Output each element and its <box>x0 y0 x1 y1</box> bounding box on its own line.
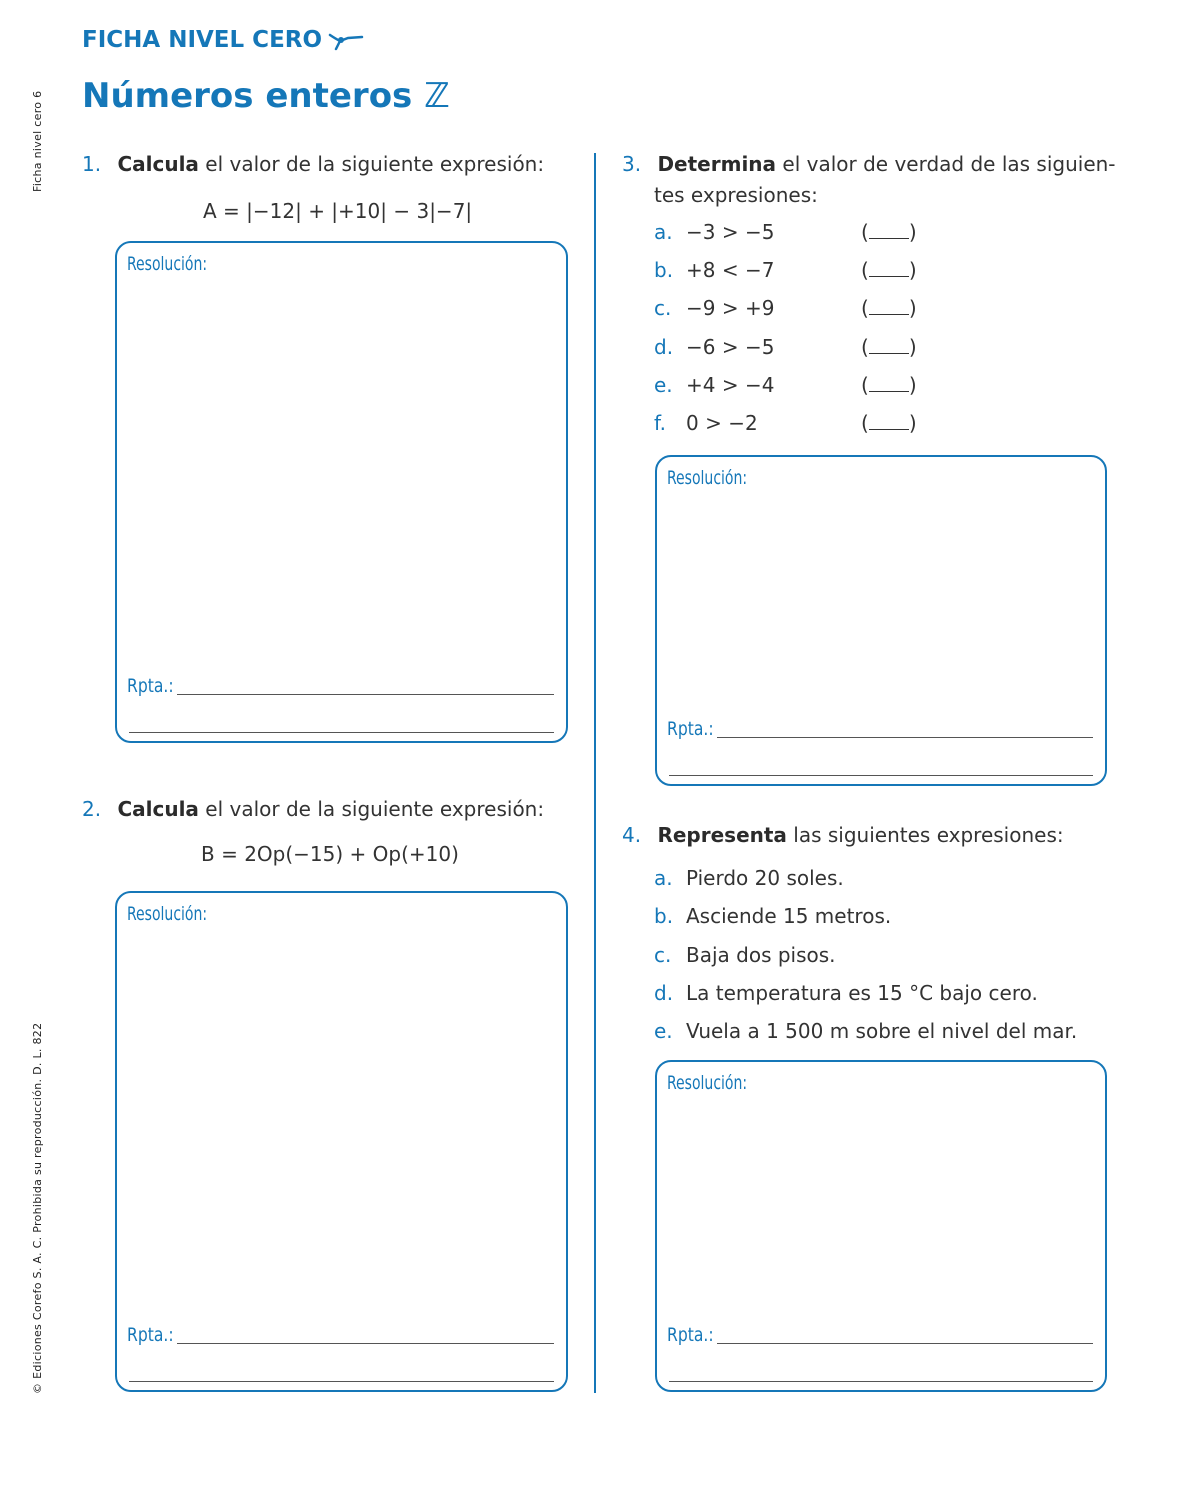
truth-item-a <box>654 217 774 247</box>
truth-item-e <box>654 370 774 400</box>
answer-line[interactable] <box>177 1343 554 1344</box>
answer-line[interactable] <box>717 737 1093 738</box>
question-2-prompt <box>82 793 544 825</box>
represent-item-d <box>654 978 1038 1008</box>
question-number: 1. <box>82 152 102 176</box>
item-letter: a. <box>654 866 673 890</box>
item-text: Baja dos pisos. <box>686 943 836 967</box>
question-text: el valor de la siguiente expresión: <box>198 152 545 176</box>
question-number: 3. <box>622 152 642 176</box>
truth-answer-f[interactable]: ( ) <box>861 411 917 435</box>
item-text: +4 > −4 <box>686 373 775 397</box>
item-letter: c. <box>654 296 672 320</box>
resolution-label: Resolución: <box>667 1072 748 1094</box>
represent-item-a <box>654 863 844 893</box>
represent-item-c <box>654 940 836 970</box>
side-note-top: Ficha nivel cero 6 <box>31 90 44 192</box>
truth-item-f <box>654 408 758 438</box>
item-letter: e. <box>654 373 673 397</box>
item-text: +8 < −7 <box>686 258 775 282</box>
answer-line-2[interactable] <box>129 732 554 733</box>
question-verb: Representa <box>657 823 787 847</box>
answer-line-2[interactable] <box>669 775 1093 776</box>
truth-answer-b[interactable]: ( ) <box>861 258 917 282</box>
item-text: −6 > −5 <box>686 335 775 359</box>
truth-answer-c[interactable]: ( ) <box>861 296 917 320</box>
answer-label: Rpta.: <box>667 718 714 740</box>
represent-item-b <box>654 901 891 931</box>
answer-label: Rpta.: <box>127 675 174 697</box>
item-text: Pierdo 20 soles. <box>686 866 844 890</box>
header-label <box>82 27 364 53</box>
truth-item-c <box>654 293 774 323</box>
resolution-label: Resolución: <box>667 467 748 489</box>
item-letter: a. <box>654 220 673 244</box>
truth-answer-e[interactable]: ( ) <box>861 373 917 397</box>
column-divider <box>594 153 596 1393</box>
answer-line-2[interactable] <box>669 1381 1093 1382</box>
question-3-prompt-cont: tes expresiones: <box>654 183 818 207</box>
question-text: el valor de verdad de las siguien- <box>776 152 1116 176</box>
item-letter: d. <box>654 981 674 1005</box>
question-verb: Determina <box>657 152 777 176</box>
item-text: Vuela a 1 500 m sobre el nivel del mar. <box>686 1019 1078 1043</box>
item-letter: d. <box>654 335 674 359</box>
question-verb: Calcula <box>117 152 199 176</box>
page-title: Números enteros ℤ <box>82 76 450 116</box>
represent-item-e <box>654 1016 1077 1046</box>
question-text: las siguientes expresiones: <box>786 823 1064 847</box>
item-text: 0 > −2 <box>686 411 758 435</box>
question-number: 4. <box>622 823 642 847</box>
bird-icon <box>328 29 364 51</box>
resolution-box-4[interactable] <box>655 1060 1107 1392</box>
answer-label: Rpta.: <box>127 1324 174 1346</box>
resolution-box-1[interactable] <box>115 241 568 743</box>
answer-line[interactable] <box>717 1343 1093 1344</box>
item-text: −9 > +9 <box>686 296 775 320</box>
question-3-prompt <box>622 148 1116 180</box>
question-text: el valor de la siguiente expresión: <box>198 797 545 821</box>
truth-item-b <box>654 255 774 285</box>
header-label-text: FICHA NIVEL CERO <box>82 27 323 53</box>
resolution-box-3[interactable] <box>655 455 1107 786</box>
question-number: 2. <box>82 797 102 821</box>
answer-line[interactable] <box>177 694 554 695</box>
question-2-expression: B = 2Op(−15) + Op(+10) <box>201 842 459 866</box>
item-letter: e. <box>654 1019 673 1043</box>
item-letter: b. <box>654 904 674 928</box>
item-letter: c. <box>654 943 672 967</box>
item-text: Asciende 15 metros. <box>686 904 892 928</box>
truth-item-d <box>654 332 774 362</box>
answer-line-2[interactable] <box>129 1381 554 1382</box>
truth-answer-d[interactable]: ( ) <box>861 335 917 359</box>
question-1-expression: A = |−12| + |+10| − 3|−7| <box>203 199 473 223</box>
question-1-prompt <box>82 148 544 180</box>
resolution-box-2[interactable] <box>115 891 568 1392</box>
resolution-label: Resolución: <box>127 903 208 925</box>
item-letter: b. <box>654 258 674 282</box>
resolution-label: Resolución: <box>127 253 208 275</box>
question-verb: Calcula <box>117 797 199 821</box>
copyright-note: © Ediciones Corefo S. A. C. Prohibida su reproducción. D. L. 822 <box>31 1022 44 1394</box>
item-text: La temperatura es 15 °C bajo cero. <box>686 981 1038 1005</box>
question-4-prompt <box>622 819 1064 851</box>
answer-label: Rpta.: <box>667 1324 714 1346</box>
item-letter: f. <box>654 411 666 435</box>
truth-answer-a[interactable]: ( ) <box>861 220 917 244</box>
item-text: −3 > −5 <box>686 220 775 244</box>
